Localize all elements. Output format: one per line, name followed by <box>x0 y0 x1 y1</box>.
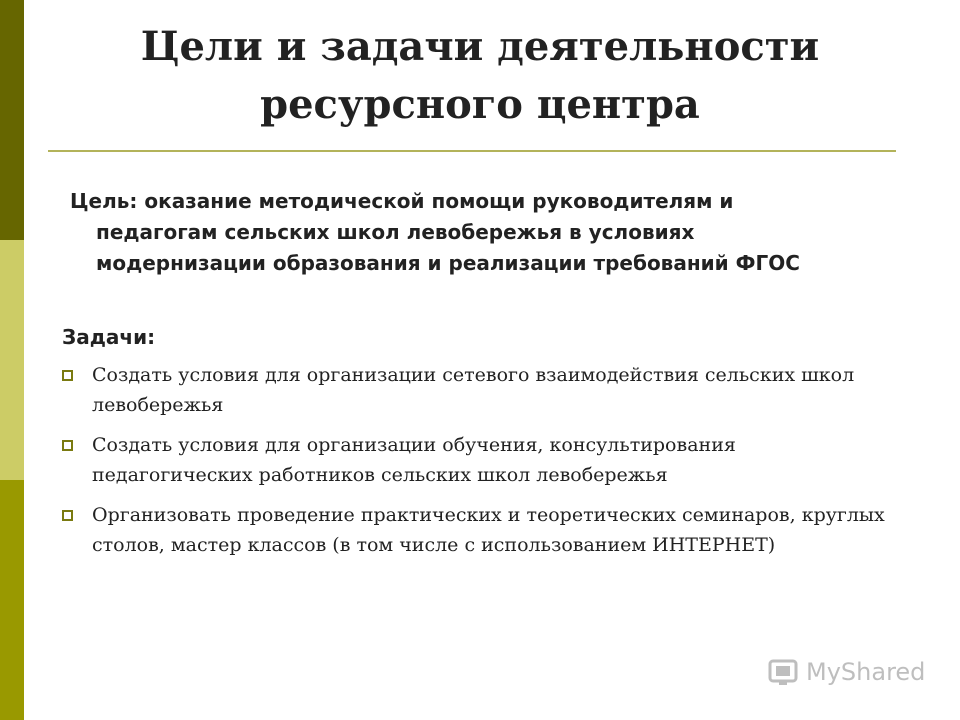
task-item-text: Создать условия для организации сетевого взаимодействия сельских школ левобережья <box>92 364 855 416</box>
task-item-text: Организовать проведение практических и теоретических семинаров, круглых столов, мастер классов (в том числе с использованием ИНТЕРНЕТ) <box>92 504 885 556</box>
square-bullet-icon <box>62 370 73 381</box>
left-stripe-light <box>0 240 24 480</box>
watermark-text: MyShared <box>806 658 926 686</box>
task-item-text: Создать условия для организации обучения, консультирования педагогических работников сельских школ левобережья <box>92 434 736 486</box>
task-item <box>62 500 902 560</box>
left-stripe-dark <box>0 0 24 240</box>
watermark <box>766 652 925 692</box>
square-bullet-icon <box>62 440 73 451</box>
slide-title-line-1: Цели и задачи деятельности <box>140 23 820 70</box>
task-item <box>62 430 902 490</box>
myshared-logo-icon <box>766 655 800 689</box>
square-bullet-icon <box>62 510 73 521</box>
tasks-list <box>62 360 902 570</box>
title-divider <box>48 150 896 152</box>
task-item <box>62 360 902 420</box>
left-stripe-mid <box>0 480 24 720</box>
slide-title <box>60 18 900 134</box>
tasks-heading: Задачи: <box>62 325 156 349</box>
goal-text: Цель: оказание методической помощи руководителям и педагогам сельских школ левобережья в условиях модернизации образования и реализации требований ФГОС <box>70 189 800 275</box>
slide-title-line-2: ресурсного центра <box>260 81 700 128</box>
